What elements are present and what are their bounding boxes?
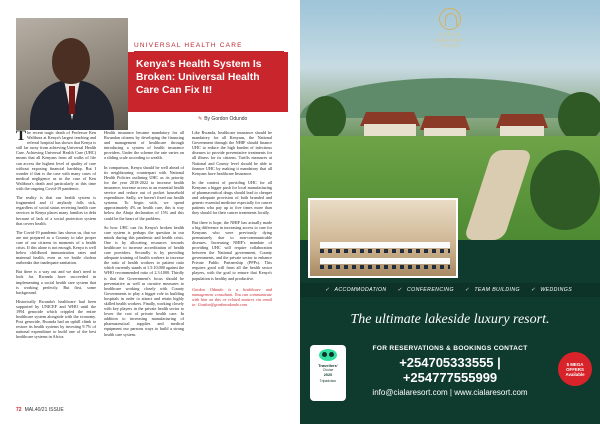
- crest-icon: [439, 8, 461, 30]
- bookings-heading: FOR RESERVATIONS & BOOKINGS CONTACT: [372, 345, 528, 352]
- logo-location: KISUMU: [440, 44, 460, 48]
- building-wall: [500, 126, 544, 136]
- author-photo-face: [52, 38, 90, 84]
- page-footer: [16, 407, 64, 413]
- resort-logo: [425, 8, 475, 48]
- pen-icon: ✎: [198, 116, 203, 122]
- tree-shape: [530, 150, 600, 230]
- section-label: UNIVERSAL HEALTH CARE: [134, 42, 284, 52]
- building-wall: [364, 124, 416, 136]
- chairs-shape: [320, 249, 450, 253]
- services-bar: [300, 283, 600, 297]
- chairs-shape: [320, 265, 450, 269]
- tree-shape: [306, 96, 346, 140]
- service-item: ✓ CONFERENCING: [397, 287, 454, 293]
- paragraph: So how UHC can fix Kenya's broken health care system is perhaps the question in our minds during this pandemic and health crisis. One is by allocating resources towards healthcare to increase accreditation of health care providers. Secondly is by providing adequate training of health workers to increase the ratio of health workers to patient ratio which currently stands at 1.5:10,000 against the WHO recommended ratio of 2.3:1000. Thirdly is that the Government's focus should be preventative as well as curative measures to healthcare working closely with County Governments to play a bigger role in building hospitals in order to attract and retain highly skilled health workers. Finally, working closely with key players in the private health sector to lower the cost of private health care. In addition to increasing manufacturing of pharmaceutical supplies and medical equipment our parsons ways to build a strong health care system.: [104, 224, 184, 337]
- article-byline: [198, 116, 247, 122]
- issue-label: MAL40/21 ISSUE: [24, 407, 64, 413]
- paragraph-text: he recent tragic death of Professor Ken Walibora at Kenya's largest teaching and referral hospital has shown that Kenya is still far away from achieving Universal Health Care. Achieving Universal Health Care (UHC) means that all Kenyans from all walks of life can access the highest level of quality of care without exposing financial hardship. But I wonder if that is the case with many cases of medical negligence as in the case of Ken Walibora's death and particularly at this time with the ongoing Covid-19 pandemic.: [16, 130, 96, 192]
- resort-tagline: The ultimate lakeside luxury resort.: [350, 312, 550, 327]
- page-number: 72: [16, 407, 22, 413]
- service-item: ✓ WEDDINGS: [530, 287, 573, 293]
- badge-year: 2020: [323, 373, 333, 377]
- owl-icon: [319, 349, 337, 361]
- paragraph: In the context of providing UHC for all Kenyans a bigger push for local manufacturing of pharmaceutical drugs should lead to cheaper and adequate provision of both branded and generic essential medicine especially for cancer patients who pay up to five times more than they should for their cancer treatments locally.: [192, 179, 272, 216]
- resort-advert: [300, 0, 600, 424]
- table-shape: [320, 242, 450, 248]
- article-headline: Kenya's Health System Is Broken: Universal Health Care Can Fix It!: [128, 52, 288, 112]
- article-column-1: [16, 130, 96, 402]
- tripadvisor-badge: [310, 345, 346, 401]
- table-shape: [320, 258, 450, 264]
- tree-shape: [558, 92, 600, 142]
- drop-cap: T: [16, 130, 27, 144]
- paragraph: In comparison, Kenya should be well ahead of its neighbouring counterpart with National Health Policies outlining UHC as its priority for the year 2018-2022 to increase health insurance, increase access to an essential health service and reduce out of pocket household expenditure. Sadly, we haven't fixed our health systems. To begin with, we spend approximately 4% on health care, this is way below the Abuja declaration of 15% and this could be the heart of the problem.: [104, 164, 184, 221]
- paragraph: Historically Rwanda's healthcare had been supported by UNICEF and WHO until the 1994 genocide which crippled the entire healthcare system alongside with the economy. Post genocide, Rwanda had an uphill climb to restore its health systems by investing 9.7% of national expenditure to build one of the best healthcare systems in Africa.: [16, 298, 96, 340]
- conference-photo: [308, 198, 458, 278]
- paragraph: The Covid-19 pandemic has shown us, that we are not prepared as a Country to take proper care of our citizens in moments of a health crisis. If this alone is not enough, Kenya is well below childhood immunization rates and maternal health, even as we battle cholera outbreaks due inadequate sanitation.: [16, 229, 96, 266]
- paragraph: But there is hope, the NHIF has actually made a big difference in increasing access to care for Kenyans who were previously dying prematurely due to non-communicable diseases. Increasing NHIF's mandate of providing UHC will require collaboration between the National government, County governments, and the private sector to enhance Private Public Partnership (PPPs). This requires good will from all the health sector players, with the goal to ensure that Kenya's population is healthy and productive.: [192, 219, 272, 281]
- author-note: Gordon Odundo is a healthcare and management consultant. You can communicate with him on this or related matters via email to: Gordon@gordonodundo.com: [192, 286, 272, 307]
- paragraph: Like Rwanda, healthcare insurance should be mandatory for all Kenyans, the National Government through the NHIF should finance UHC to reduce the high burden of infectious diseases to provide preventative treatments for all illness for its citizens. Tariffs measures at National and County level should be able to finance UHC by making it mandatory that all Kenyans have healthcare Insurance.: [192, 130, 272, 176]
- article-column-2: [104, 130, 184, 402]
- paragraph: But there is a way out and we don't need to look far. Rwanda have succeeded in implementing a social health care system that is working perfectly. But first, some background.: [16, 269, 96, 295]
- logo-name: CIALA RESORT: [436, 32, 464, 44]
- paragraph: Health insurance became mandatory for all Rwandan citizens by developing the financing and management of healthcare through introducing a system of health insurance providers. Under the scheme the rate varies on a sliding scale according to wealth.: [104, 130, 184, 161]
- service-item: ✓ ACCOMMODATION: [324, 287, 387, 293]
- author-photo: [16, 18, 128, 130]
- badge-line: Choice: [322, 368, 334, 372]
- paragraph: [16, 130, 96, 191]
- byline-text: By Gordon Odundo: [204, 116, 248, 122]
- web-contact[interactable]: info@cialaresort.com | www.cialaresort.com: [372, 388, 528, 397]
- author-photo-tie: [69, 86, 75, 114]
- article-column-3: [192, 130, 272, 402]
- badge-brand: Tripadvisor: [319, 379, 337, 383]
- offers-badge: 5 MEGA OFFERS Available: [558, 352, 592, 386]
- phone-numbers[interactable]: +254705333555 | +254777555999: [399, 355, 501, 385]
- badge-line: Travellers': [318, 363, 338, 368]
- bookings-contact: [352, 345, 548, 397]
- paragraph: The reality is that our health system is fragmented and if anybody falls sick, regardless of social status receiving health care services in Kenya places many families in debt because of lack of a social protection system that covers health.: [16, 195, 96, 226]
- service-item: ✓ TEAM BUILDING: [464, 287, 520, 293]
